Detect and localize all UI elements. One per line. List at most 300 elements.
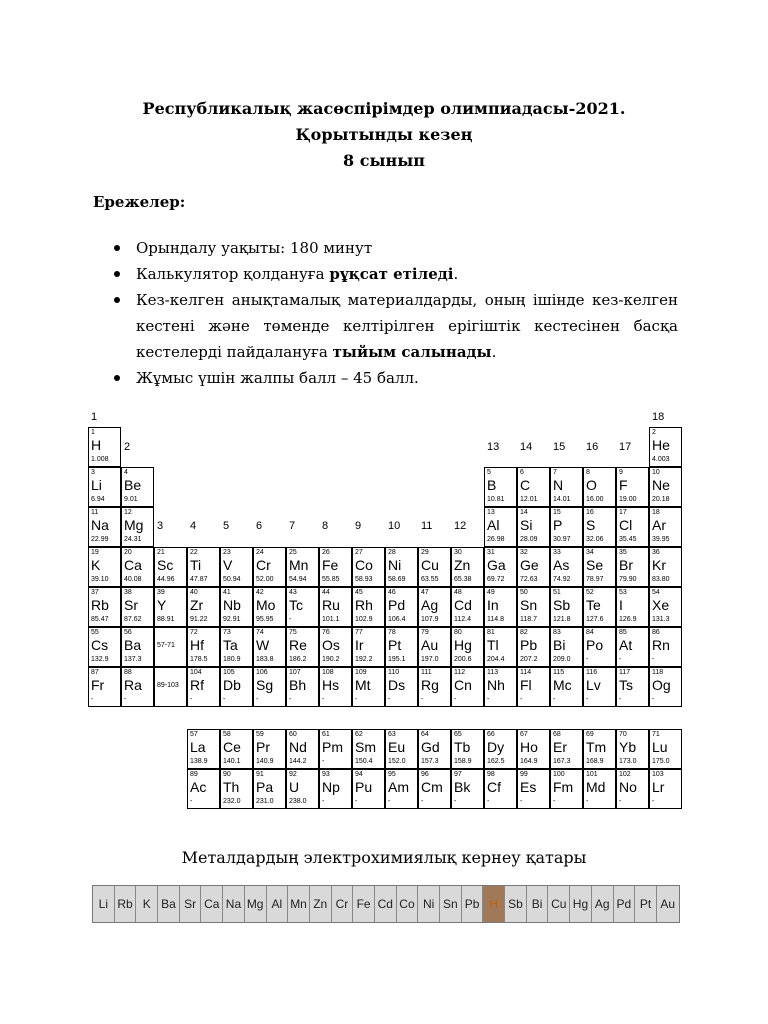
element-number: 87 [91,669,99,676]
element-mass: 178.5 [190,656,208,663]
group-label: 11 [421,520,433,532]
element-number: 26 [322,549,330,556]
element-cell-db [220,667,253,707]
element-symbol: Rh [355,597,373,613]
element-number: 63 [388,731,396,738]
element-cell-lr [649,769,682,809]
element-number: 16 [586,509,594,516]
element-symbol: Mc [553,677,572,693]
element-symbol: Fe [322,557,339,573]
element-symbol: O [586,477,597,493]
element-number: 22 [190,549,198,556]
element-symbol: Nb [223,597,241,613]
element-cell-fm [550,769,583,809]
element-number: 74 [256,629,264,636]
element-symbol: Lr [652,779,665,795]
element-number: 92 [289,771,297,778]
element-cell-nb [220,587,253,627]
element-number: 36 [652,549,660,556]
element-mass: - [256,696,259,703]
element-mass: 195.1 [388,656,406,663]
element-mass: 167.3 [553,758,571,765]
element-symbol: Bk [454,779,471,795]
element-mass: 118.7 [520,616,537,623]
element-mass: 50.94 [223,576,241,583]
element-symbol: Au [421,637,439,653]
element-symbol: La [190,739,206,755]
element-mass: - [520,798,523,805]
element-mass: 85.47 [91,616,109,623]
element-number: 8 [586,469,590,476]
element-number: 78 [388,629,396,636]
element-mass: - [322,696,325,703]
element-mass: 63.55 [421,576,439,583]
element-symbol: Ga [487,557,506,573]
element-cell-as [550,547,583,587]
element-number: 39 [157,589,165,596]
element-cell-pu [352,769,385,809]
element-symbol: P [553,517,563,533]
element-mass: - [553,798,556,805]
element-mass: 26.98 [487,536,505,543]
element-cell-cm [418,769,451,809]
element-mass: 207.2 [520,656,538,663]
element-mass: 106.4 [388,616,406,623]
series-item-cd: Cd [375,886,397,922]
element-mass: 69.72 [487,576,505,583]
series-title: Металдардың электрохимиялық кернеу қатары [181,848,587,867]
element-cell-ru [319,587,352,627]
element-number: 111 [421,669,432,676]
element-number: 73 [223,629,231,636]
element-symbol: S [586,517,596,533]
element-symbol: Li [91,477,102,493]
element-symbol: Rn [652,637,670,653]
element-number: 93 [322,771,330,778]
element-cell-tb [451,729,484,769]
element-mass: 52.00 [256,576,274,583]
element-symbol: Fl [520,677,532,693]
element-number: 108 [322,669,334,676]
element-mass: 127.6 [586,616,604,623]
series-item-ca: Ca [201,886,223,922]
element-cell-yb [616,729,649,769]
element-cell-rg [418,667,451,707]
element-cell-te [583,587,616,627]
element-cell-sm [352,729,385,769]
electrochemical-series [92,885,680,923]
element-mass: - [190,798,193,805]
element-symbol: Re [289,637,307,653]
element-mass: - [454,696,457,703]
element-symbol: H [91,437,102,453]
element-cell-o [583,467,616,507]
element-cell-np [319,769,352,809]
element-symbol: Pd [388,597,406,613]
element-number: 29 [421,549,429,556]
element-cell-range [154,667,187,707]
element-number: 14 [520,509,528,516]
element-cell-lv [583,667,616,707]
element-number: 113 [487,669,499,676]
element-number: 42 [256,589,264,596]
element-number: 50 [520,589,528,596]
element-symbol: Os [322,637,340,653]
element-number: 90 [223,771,231,778]
element-mass: - [223,696,226,703]
element-number: 79 [421,629,429,636]
element-mass: 204.4 [487,656,505,663]
element-number: 4 [124,469,128,476]
element-number: 5 [487,469,491,476]
element-cell-h [88,427,121,467]
element-symbol: B [487,477,497,493]
element-cell-cd [451,587,484,627]
element-cell-al [484,507,517,547]
element-symbol: Ag [421,597,439,613]
element-mass: 162.5 [487,758,505,765]
series-item-al: Al [267,886,289,922]
element-number: 112 [454,669,466,676]
element-mass: 192.2 [355,656,373,663]
element-cell-ds [385,667,418,707]
element-number: 38 [124,589,132,596]
element-mass: 158.9 [454,758,472,765]
series-item-co: Co [397,886,419,922]
element-mass: 16.00 [586,496,604,503]
element-number: 109 [355,669,367,676]
element-mass: - [421,798,424,805]
rule-item [108,235,678,261]
rule-item [108,365,678,391]
element-mass: 114.8 [487,616,504,623]
element-mass: - [520,696,523,703]
element-cell-sn [517,587,550,627]
element-symbol: Ra [124,677,142,693]
element-symbol: Sn [520,597,538,613]
element-mass: 58.93 [355,576,373,583]
element-mass: 190.2 [322,656,340,663]
element-number: 71 [652,731,660,738]
element-symbol: V [223,557,233,573]
rule-bold: рұқсат етіледі [329,265,454,283]
element-mass: 112.4 [454,616,471,623]
element-number: 10 [652,469,660,476]
element-symbol: Bi [553,637,566,653]
element-mass: 152.0 [388,758,406,765]
element-mass: 180.9 [223,656,241,663]
element-mass: 197.0 [421,656,439,663]
element-cell-u [286,769,319,809]
series-item-ag: Ag [592,886,614,922]
element-cell-ar [649,507,682,547]
group-label: 9 [355,520,362,532]
element-mass: 140.9 [256,758,274,765]
element-mass: 101.1 [322,616,340,623]
element-mass: 232.0 [223,798,241,805]
element-cell-ta [220,627,253,667]
element-mass: 40.08 [124,576,142,583]
element-number: 67 [520,731,528,738]
element-number: 82 [520,629,528,636]
element-mass: 92.91 [223,616,241,623]
group-label: 13 [487,441,500,453]
element-mass: - [355,696,358,703]
element-symbol: Db [223,677,241,693]
element-cell-mt [352,667,385,707]
element-mass: 6.94 [91,496,105,503]
element-cell-nd [286,729,319,769]
element-cell-dy [484,729,517,769]
group-label: 15 [553,441,566,453]
series-item-ba: Ba [158,886,180,922]
element-cell-he [649,427,682,467]
element-mass: 22.99 [91,536,109,543]
element-number: 17 [619,509,627,516]
element-symbol: Tl [487,637,499,653]
element-cell-bi [550,627,583,667]
element-number: 11 [91,509,99,516]
element-cell-ir [352,627,385,667]
element-mass: 95.95 [256,616,274,623]
series-item-na: Na [223,886,245,922]
group-label: 16 [586,441,599,453]
element-mass: 107.9 [421,616,439,623]
element-symbol: Th [223,779,240,795]
element-symbol: Na [91,517,109,533]
element-mass: 30.97 [553,536,571,543]
element-symbol: Pt [388,637,402,653]
element-cell-tc [286,587,319,627]
element-cell-og [649,667,682,707]
element-symbol: Mo [256,597,276,613]
element-number: 84 [586,629,594,636]
rule-text: Калькулятор қолдануға [136,265,330,283]
element-symbol: Te [586,597,601,613]
element-number: 19 [91,549,99,556]
element-symbol: Ti [190,557,202,573]
element-mass: 132.9 [91,656,109,663]
element-mass: 72.63 [520,576,538,583]
element-symbol: Ce [223,739,241,755]
element-number: 75 [289,629,297,636]
element-cell-po [583,627,616,667]
element-cell-xe [649,587,682,627]
element-number: 94 [355,771,363,778]
element-number: 40 [190,589,198,596]
element-mass: 35.45 [619,536,637,543]
element-cell-v [220,547,253,587]
element-cell-n [550,467,583,507]
element-symbol: Dy [487,739,505,755]
element-cell-ac [187,769,220,809]
element-symbol: W [256,637,270,653]
element-cell-sc [154,547,187,587]
element-cell-cs [88,627,121,667]
element-number: 21 [157,549,165,556]
element-mass: - [322,798,325,805]
element-cell-fe [319,547,352,587]
element-symbol: Es [520,779,537,795]
element-cell-li [88,467,121,507]
element-number: 25 [289,549,297,556]
element-number: 35 [619,549,627,556]
element-symbol: Hf [190,637,204,653]
element-cell-cn [451,667,484,707]
element-cell-w [253,627,286,667]
element-cell-ba [121,627,154,667]
element-cell-pb [517,627,550,667]
element-cell-at [616,627,649,667]
element-mass: - [487,798,490,805]
element-cell-ne [649,467,682,507]
element-mass: 47.87 [190,576,208,583]
element-cell-nh [484,667,517,707]
element-cell-hg [451,627,484,667]
element-number: 53 [619,589,627,596]
element-number: 110 [388,669,400,676]
element-cell-be [121,467,154,507]
element-number: 76 [322,629,330,636]
element-number: 66 [487,731,495,738]
title-line-2: Қорытынды кезең [295,125,473,144]
element-number: 64 [421,731,429,738]
element-symbol: Cs [91,637,109,653]
element-mass: - [586,656,589,663]
group-label: 5 [223,520,230,532]
element-mass: 24.31 [124,536,142,543]
element-cell-bh [286,667,319,707]
element-symbol: Po [586,637,604,653]
element-cell-br [616,547,649,587]
element-cell-th [220,769,253,809]
element-mass: 126.9 [619,616,637,623]
element-number: 20 [124,549,132,556]
element-cell-er [550,729,583,769]
element-symbol: Lv [586,677,601,693]
element-symbol: Am [388,779,409,795]
element-mass: - [355,798,358,805]
element-number: 107 [289,669,301,676]
rules-list [108,235,678,391]
element-cell-md [583,769,616,809]
element-cell-ca [121,547,154,587]
element-number: 56 [124,629,132,636]
element-number: 7 [553,469,557,476]
element-cell-k [88,547,121,587]
element-cell-ni [385,547,418,587]
element-symbol: F [619,477,628,493]
element-number: 33 [553,549,561,556]
element-symbol: No [619,779,637,795]
element-mass: - [619,696,622,703]
series-item-bi: Bi [527,886,549,922]
element-cell-rh [352,587,385,627]
element-mass: 4.003 [652,456,670,463]
element-mass: 231.0 [256,798,274,805]
element-mass: 137.3 [124,656,142,663]
element-mass: 39.95 [652,536,670,543]
element-number: 12 [124,509,132,516]
element-mass: - [652,696,655,703]
element-symbol: Rg [421,677,439,693]
element-number: 34 [586,549,594,556]
element-symbol: Og [652,677,671,693]
element-mass: 87.62 [124,616,142,623]
element-symbol: Ts [619,677,633,693]
element-number: 27 [355,549,363,556]
element-cell-re [286,627,319,667]
element-mass: 44.96 [157,576,175,583]
element-mass: - [421,696,424,703]
element-symbol: U [289,779,300,795]
element-mass: - [652,798,655,805]
element-number: 52 [586,589,594,596]
element-number: 118 [652,669,664,676]
element-number: 104 [190,669,202,676]
element-cell-pr [253,729,286,769]
element-number: 88 [124,669,132,676]
rule-text: Кез-келген анықтамалық материалдарды, оның ішінде кез-келген кестені және төменде келтірілген ерігіштік кестесінен басқа кестелерді пайдалануға [136,291,678,361]
element-mass: 39.10 [91,576,109,583]
element-number: 32 [520,549,528,556]
element-mass: 10.81 [487,496,505,503]
element-number: 6 [520,469,524,476]
element-mass: 144.2 [289,758,307,765]
element-symbol: C [520,477,531,493]
element-mass: 79.90 [619,576,637,583]
element-cell-c [517,467,550,507]
element-mass: - [619,656,622,663]
element-number: 24 [256,549,264,556]
element-symbol: He [652,437,670,453]
element-number: 23 [223,549,231,556]
element-symbol: Se [586,557,604,573]
element-mass: 173.0 [619,758,637,765]
element-cell-kr [649,547,682,587]
element-number: 48 [454,589,462,596]
element-cell-range [154,627,187,667]
rules-label: Ережелер: [93,193,186,211]
element-number: 69 [586,731,594,738]
element-mass: - [322,758,325,765]
element-cell-fl [517,667,550,707]
element-symbol: Y [157,597,167,613]
element-cell-ge [517,547,550,587]
element-symbol: Ho [520,739,538,755]
series-item-pd: Pd [614,886,636,922]
element-symbol: Sr [124,597,138,613]
element-number: 105 [223,669,235,676]
element-symbol: Sb [553,597,571,613]
element-symbol: Cn [454,677,472,693]
element-number: 44 [322,589,330,596]
element-symbol: Ca [124,557,142,573]
element-cell-in [484,587,517,627]
series-item-sr: Sr [180,886,202,922]
element-symbol: Cf [487,779,501,795]
element-mass: 1.008 [91,456,109,463]
series-item-cr: Cr [332,886,354,922]
element-symbol: Cd [454,597,472,613]
element-symbol: Br [619,557,633,573]
element-symbol: K [91,557,101,573]
element-mass: 74.92 [553,576,571,583]
element-symbol: Cr [256,557,271,573]
element-mass: - [586,696,589,703]
element-symbol: Yb [619,739,637,755]
element-symbol: Ar [652,517,666,533]
